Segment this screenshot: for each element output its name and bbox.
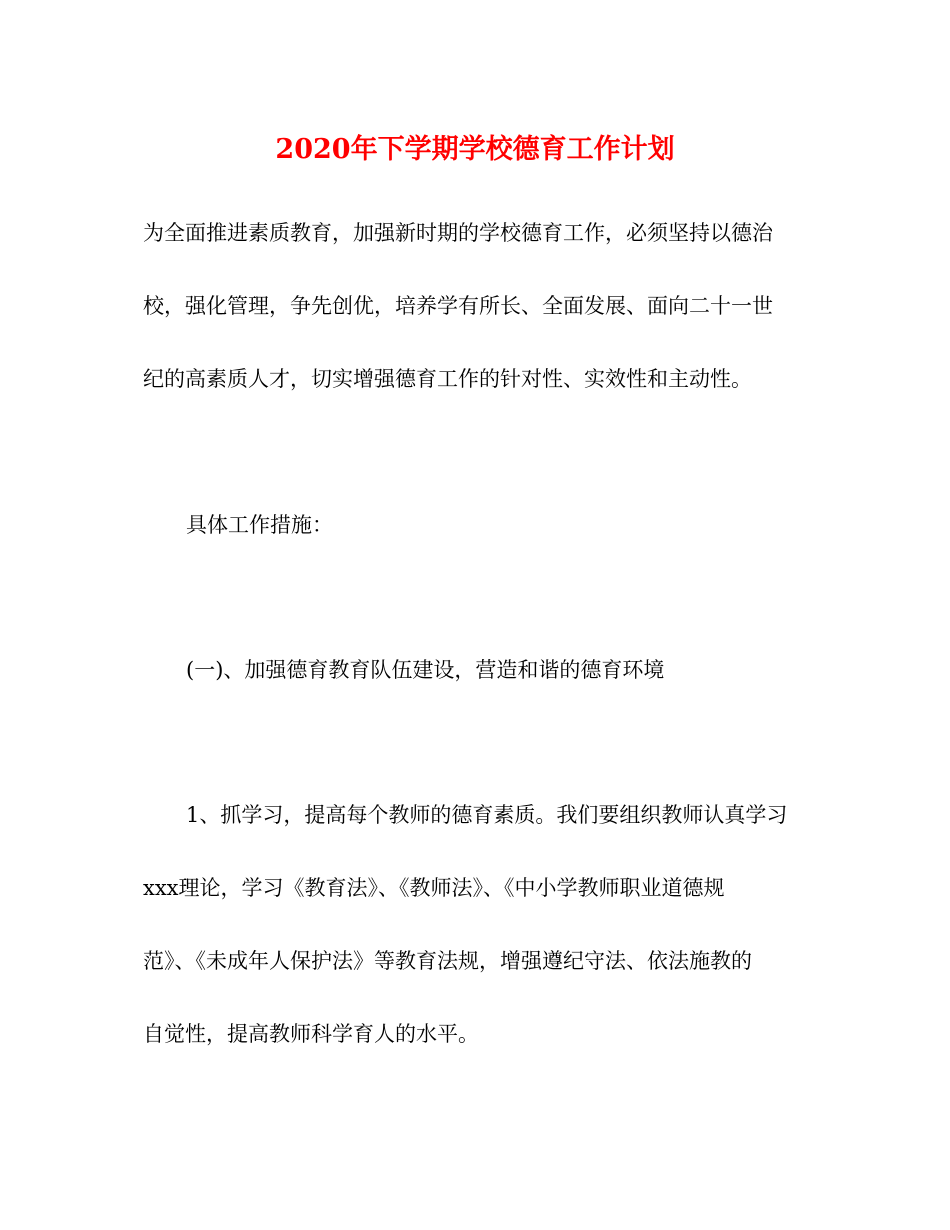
item-1-line-3: 范》、《未成年人保护法》等教育法规，增强遵纪守法、依法施教的 [143, 949, 752, 973]
item-1-line-2: xxx理论，学习《教育法》、《教师法》、《中小学教师职业道德规 [143, 876, 725, 900]
measures-heading: 具体工作措施： [186, 513, 333, 537]
section-1-heading: (一)、加强德育教育队伍建设，营造和谐的德育环境 [186, 658, 665, 682]
intro-line-1: 为全面推进素质教育，加强新时期的学校德育工作，必须坚持以德治 [143, 221, 773, 245]
intro-line-2: 校，强化管理，争先创优，培养学有所长、全面发展、面向二十一世 [143, 294, 773, 318]
item-1-line-1: 1、抓学习，提高每个教师的德育素质。我们要组织教师认真学习 [186, 803, 788, 827]
intro-line-3: 纪的高素质人才，切实增强德育工作的针对性、实效性和主动性。 [143, 367, 752, 391]
document-title: 2020年下学期学校德育工作计划 [275, 134, 675, 165]
item-1-line-4: 自觉性，提高教师科学育人的水平。 [143, 1022, 479, 1046]
